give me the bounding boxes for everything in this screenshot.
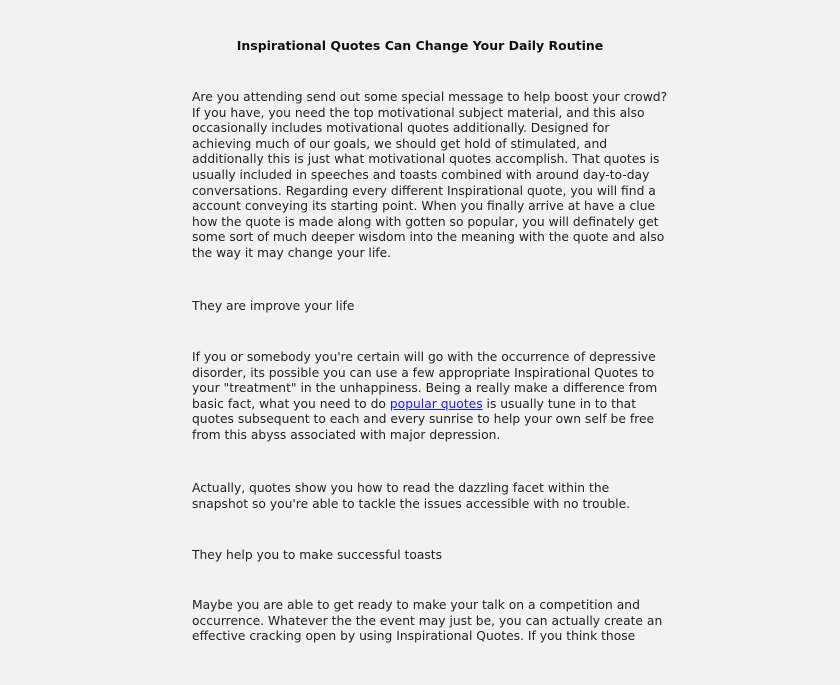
text-line: the way it may change your life.	[192, 245, 392, 260]
text-line-with-link	[192, 397, 662, 413]
text-line: Are you attending send out some special message to help boost your crowd?	[192, 90, 668, 104]
text-line: Actually, quotes show you how to read the dazzling facet within the	[192, 481, 610, 495]
text-line: how the quote is made along with gotten so popular, you will definately get	[192, 214, 659, 229]
document-title: Inspirational Quotes Can Change Your Daily Routine	[236, 38, 604, 53]
text-line: achieving much of our goals, we should get hold of stimulated, and	[192, 136, 608, 151]
text-line: effective cracking open by using Inspirational Quotes. If you think those	[192, 629, 636, 644]
link-prefix: basic fact, what you need to do	[192, 396, 390, 411]
paragraph-depression	[192, 350, 662, 444]
paragraph-intro	[192, 90, 668, 262]
text-line: occasionally includes motivational quotes additionally. Designed for	[192, 121, 610, 136]
text-line: some sort of much deeper wisdom into the meaning with the quote and also	[192, 230, 665, 245]
text-line: If you have, you need the top motivational subject material, and this also	[192, 105, 645, 120]
popular-quotes-link[interactable]: popular quotes	[389, 396, 483, 411]
text-line: snapshot so you're able to tackle the issues accessible with no trouble.	[192, 496, 631, 511]
section-heading-toasts: They help you to make successful toasts	[192, 548, 443, 562]
paragraph-dazzling-facet	[192, 481, 662, 512]
text-line: Maybe you are able to get ready to make your talk on a competition and	[192, 598, 640, 612]
text-line: additionally this is just what motivational quotes accomplish. That quotes is	[192, 152, 660, 167]
section-heading-improve-life: They are improve your life	[192, 299, 355, 313]
text-line: usually included in speeches and toasts combined with around day-to-day	[192, 167, 650, 182]
text-line: conversations. Regarding every different Inspirational quote, you will find a	[192, 183, 656, 198]
link-suffix: is usually tune in to that	[482, 396, 637, 411]
paragraph-competition	[192, 598, 662, 645]
text-line: your "treatment" in the unhappiness. Being a really make a difference from	[192, 381, 658, 396]
text-line: disorder, its possible you can use a few appropriate Inspirational Quotes to	[192, 365, 655, 380]
text-line: from this abyss associated with major depression.	[192, 427, 501, 442]
text-line: If you or somebody you're certain will go with the occurrence of depressive	[192, 350, 656, 364]
text-line: occurrence. Whatever the the event may just be, you can actually create an	[192, 613, 663, 628]
text-line: account conveying its starting point. When you finally arrive at have a clue	[192, 199, 656, 214]
text-line: quotes subsequent to each and every sunrise to help your own self be free	[192, 412, 655, 427]
